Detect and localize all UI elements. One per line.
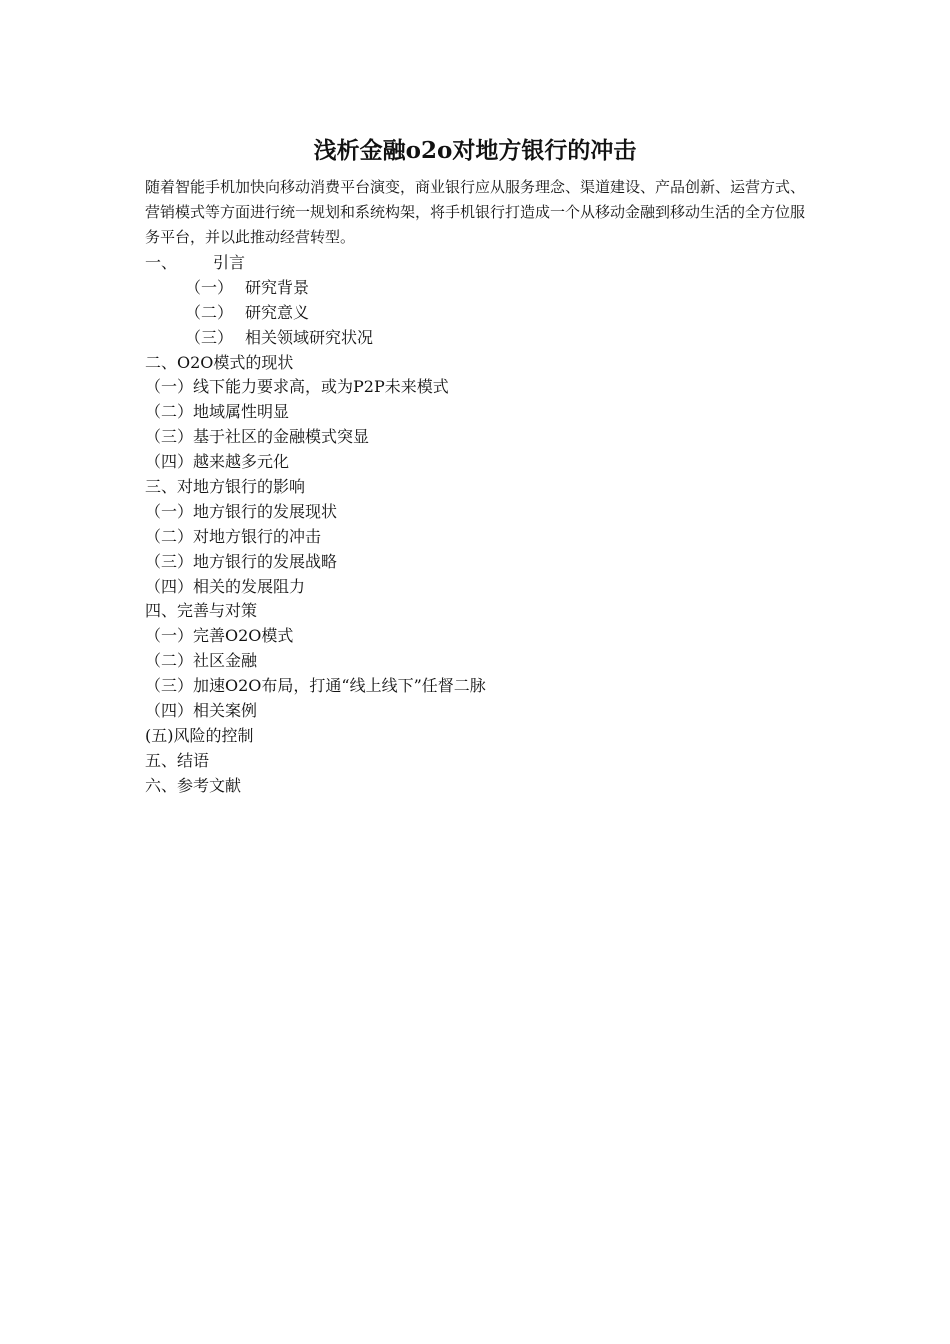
outline-item: （一）完善O2O模式	[145, 626, 294, 646]
abstract-paragraph: 随着智能手机加快向移动消费平台演变，商业银行应从服务理念、渠道建设、产品创新、运营方式、营销模式等方面进行统一规划和系统构架，将手机银行打造成一个从移动金融到移动生活的全方位服务平台，并以此推动经营转型。	[145, 178, 806, 246]
outline-item-number: （三）	[185, 327, 234, 347]
outline-item	[145, 276, 810, 301]
outline-item: 二、O2O模式的现状	[145, 352, 294, 372]
outline-item: （三）加速O2O布局，打通“线上线下”任督二脉	[145, 676, 486, 696]
outline-item: (五)风险的控制	[145, 725, 254, 745]
outline-item-text: 研究背景	[245, 277, 310, 297]
outline-item: （一）线下能力要求高，或为P2P未来模式	[145, 377, 449, 397]
outline-item: 四、完善与对策	[145, 601, 258, 621]
outline-item	[145, 301, 810, 326]
outline-item-text: 引言	[213, 253, 246, 272]
outline-item: （二）地域属性明显	[145, 402, 290, 422]
outline-item: 五、结语	[145, 750, 210, 770]
outline-item: （四）越来越多元化	[145, 452, 290, 472]
outline-item: （一）地方银行的发展现状	[145, 501, 338, 521]
outline-list	[145, 251, 810, 799]
outline-item: （三）地方银行的发展战略	[145, 551, 338, 571]
outline-item-text: 研究意义	[245, 302, 310, 322]
outline-item-number: （一）	[185, 277, 234, 297]
outline-item: （三）基于社区的金融模式突显	[145, 427, 370, 447]
outline-item: （四）相关的发展阻力	[145, 576, 306, 596]
outline-item: （四）相关案例	[145, 701, 258, 721]
outline-item: （二）社区金融	[145, 651, 258, 671]
outline-item: （二）对地方银行的冲击	[145, 526, 322, 546]
outline-item: 三、对地方银行的影响	[145, 477, 306, 497]
outline-item	[145, 251, 810, 276]
outline-item-number: （二）	[185, 302, 234, 322]
outline-item	[145, 326, 810, 351]
outline-item-number: 一、	[145, 253, 178, 272]
document-title: 浅析金融o2o对地方银行的冲击	[313, 137, 637, 164]
outline-item-text: 相关领域研究状况	[245, 327, 374, 347]
outline-item: 六、参考文献	[145, 775, 242, 795]
